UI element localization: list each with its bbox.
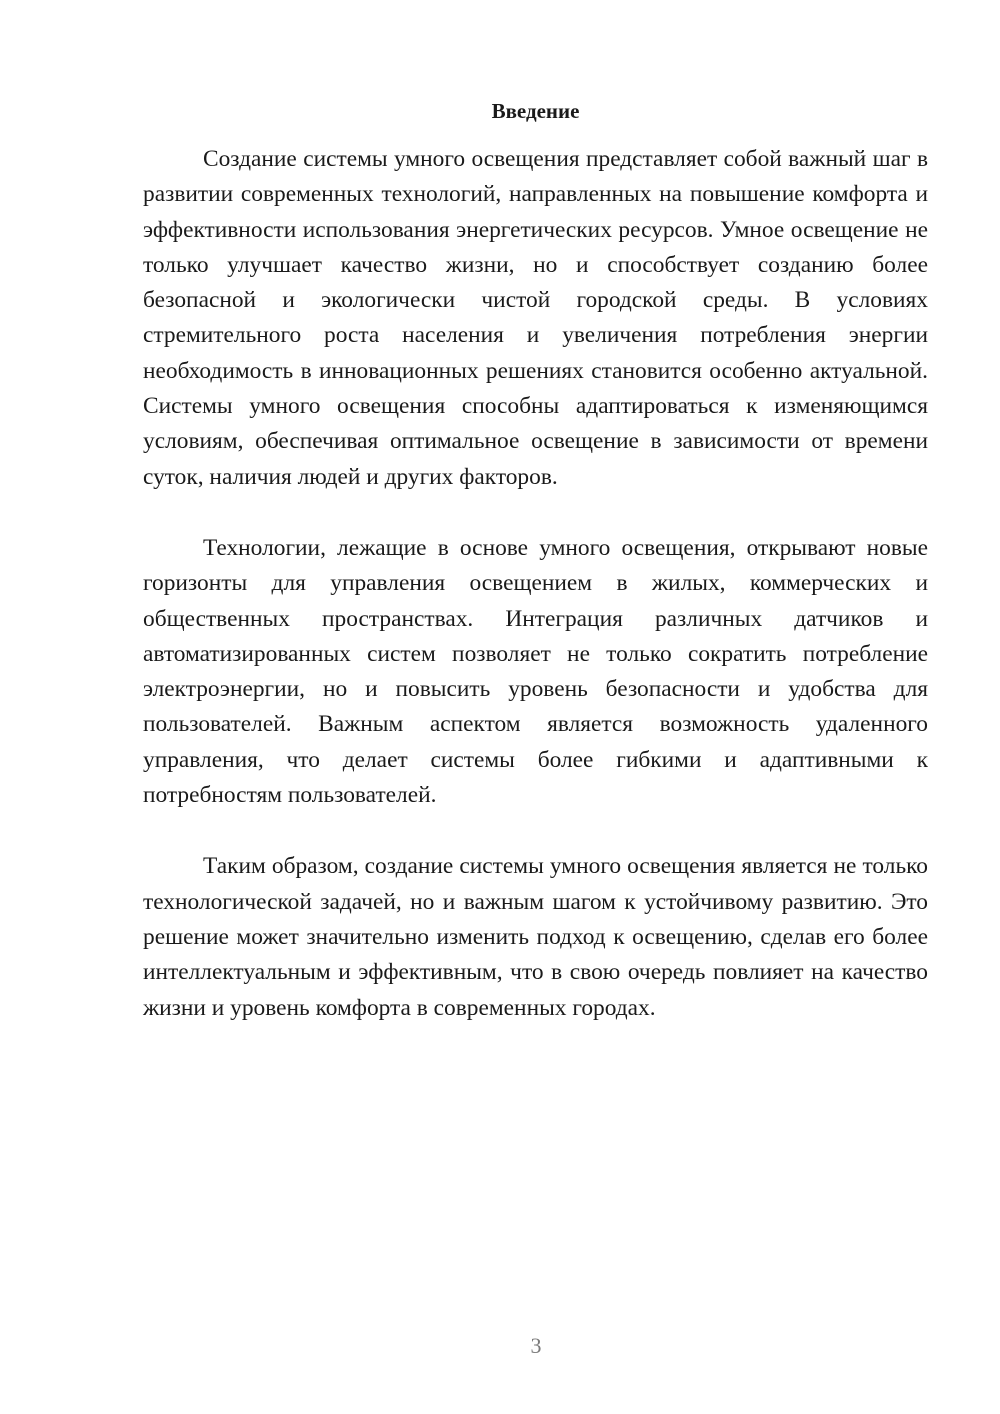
page-number: 3: [530, 1333, 542, 1358]
section-heading: Введение: [491, 99, 580, 123]
body-text: [143, 142, 928, 1062]
paragraph-1: Создание системы умного освещения представляет собой важный шаг в развитии современных технологий, направленных на повышение комфорта и эффективности использования энергетических ресурсов. Умное освещение не только улучшает качество жизни, но и способствует созданию более безопасной и экологически чистой городской среды. В условиях стремительного роста населения и увеличения потребления энергии необходимость в инновационных решениях становится особенно актуальной. Системы умного освещения способны адаптироваться к изменяющимся условиям, обеспечивая оптимальное освещение в зависимости от времени суток, наличия людей и других факторов.: [143, 146, 928, 490]
paragraph-2: Технологии, лежащие в основе умного освещения, открывают новые горизонты для управления освещением в жилых, коммерческих и общественных пространствах. Интеграция различных датчиков и автоматизированных систем позволяет не только сократить потребление электроэнергии, но и повысить уровень безопасности и удобства для пользователей. Важным аспектом является возможность удаленного управления, что делает системы более гибкими и адаптивными к потребностям пользователей.: [143, 534, 928, 809]
paragraph-3: Таким образом, создание системы умного освещения является не только технологической задачей, но и важным шагом к устойчивому развитию. Это решение может значительно изменить подход к освещению, сделав его более интеллектуальным и эффективным, что в свою очередь повлияет на качество жизни и уровень комфорта в современных городах.: [143, 853, 928, 1021]
